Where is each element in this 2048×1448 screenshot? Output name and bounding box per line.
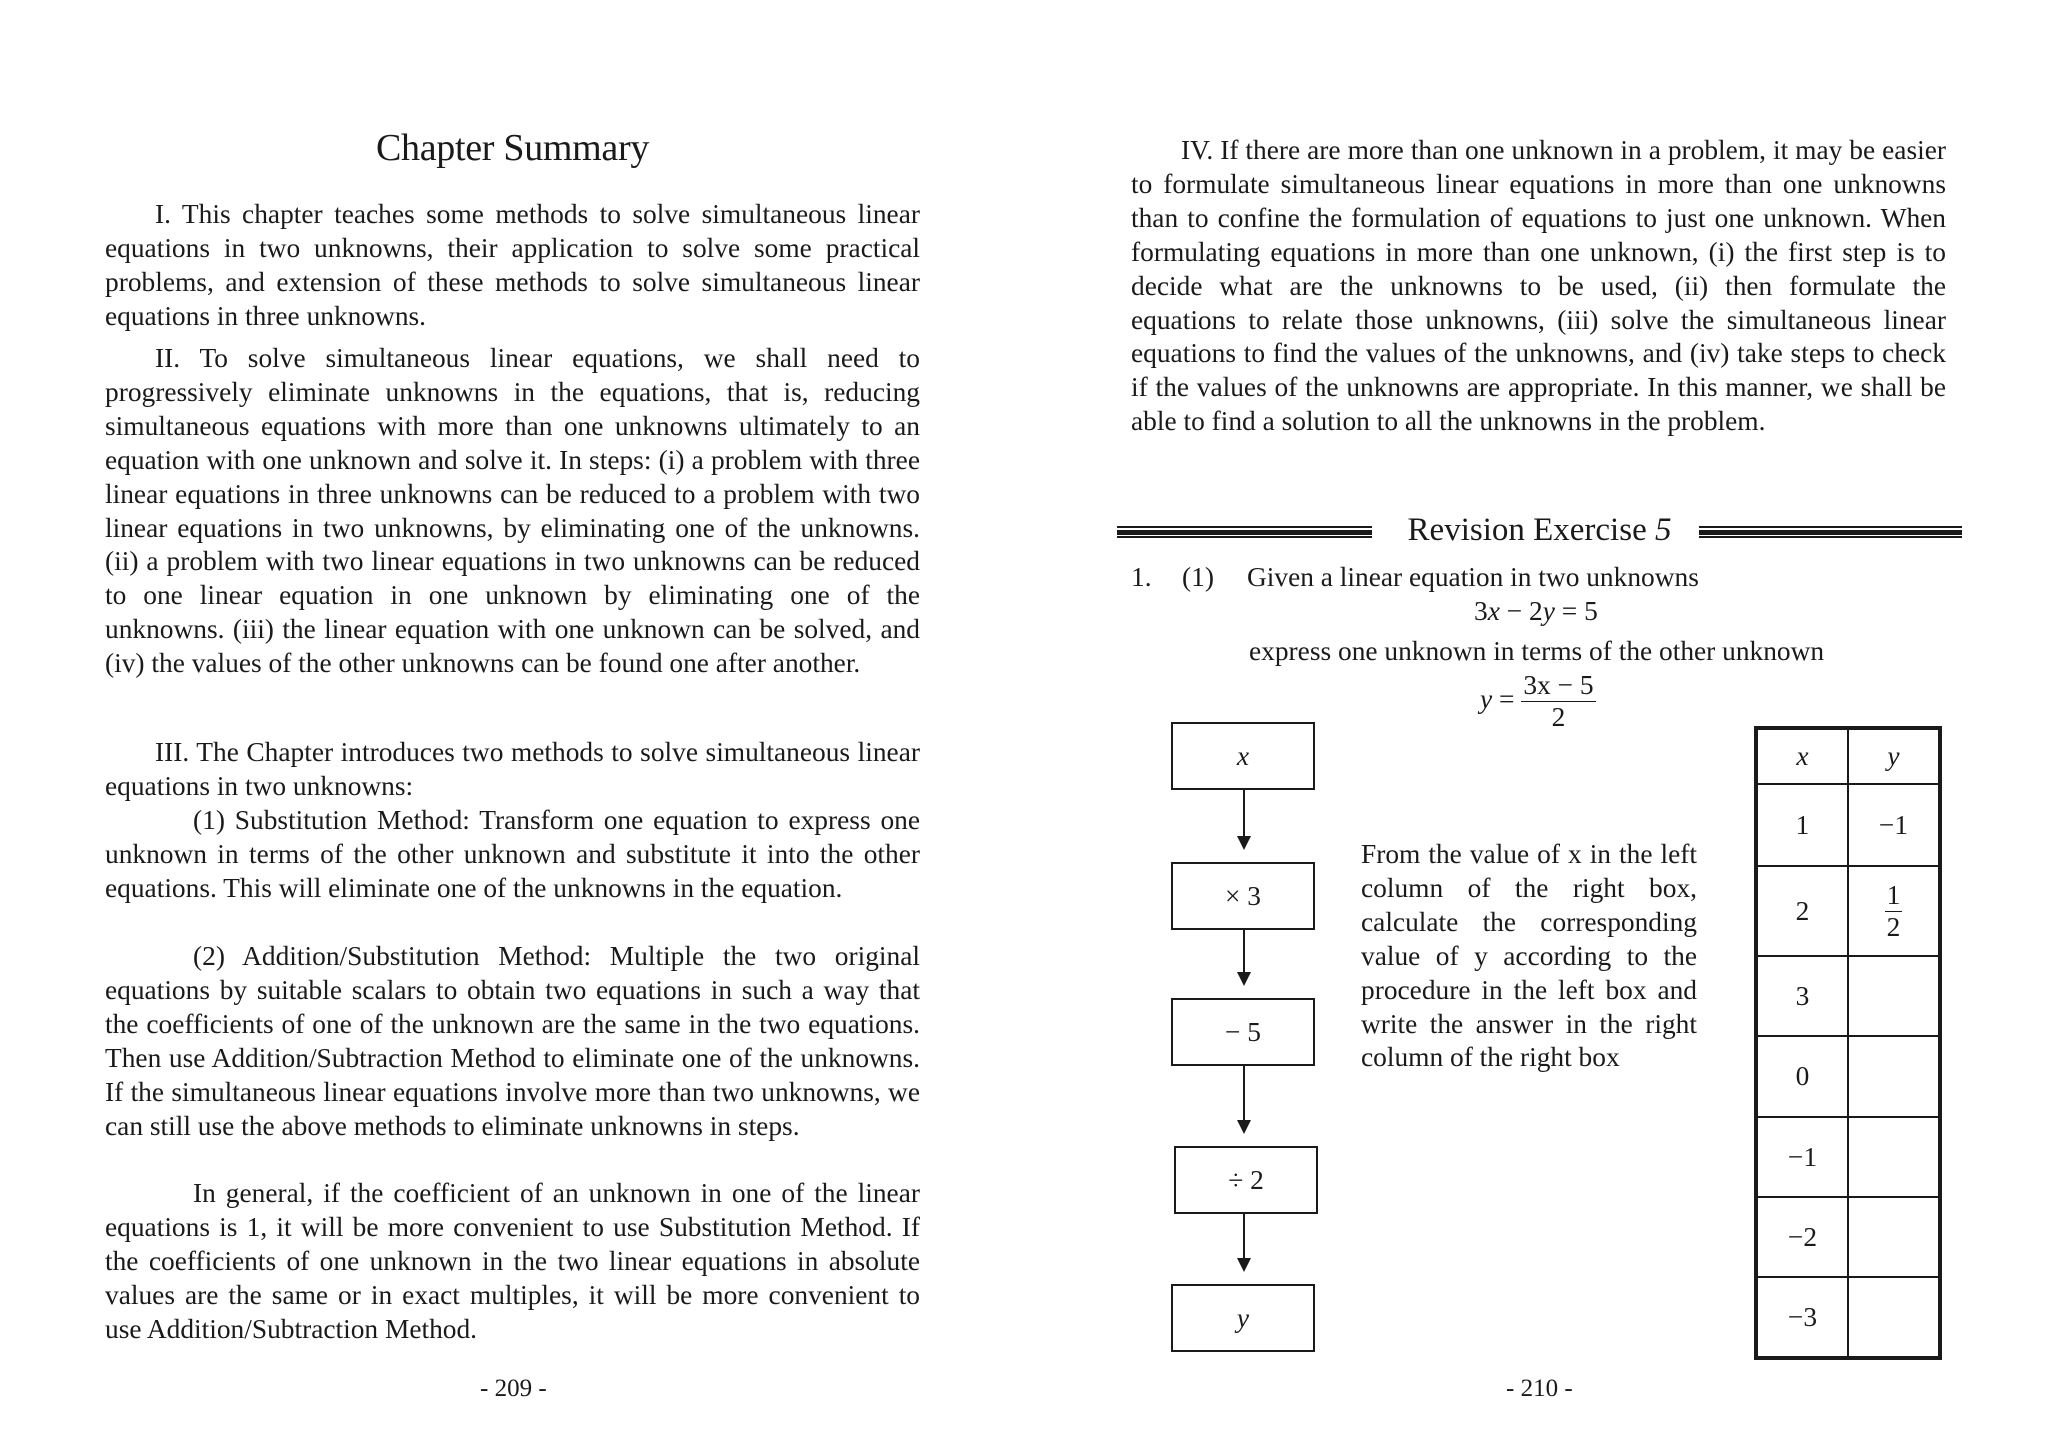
table-cell-y <box>1848 1117 1940 1197</box>
table-cell-x: 1 <box>1756 784 1848 866</box>
flow-box-divide: ÷ 2 <box>1174 1146 1318 1214</box>
revision-exercise-number: 5 <box>1654 512 1672 548</box>
table-cell-x: −1 <box>1756 1117 1848 1197</box>
flow-arrow <box>1243 930 1245 972</box>
table-cell-y: $\frac{1}{2}$ <box>1848 866 1940 956</box>
table-header-row <box>1756 728 1940 784</box>
general-advice-paragraph: In general, if the coefficient of an unknown in one of the linear equations is 1, it will be more convenient to use Substitution Method. If the coefficients of one unknown in the two linear equations in absolute values are the same or in exact multiples, it will be more convenient to use Addition/Subtraction Method. <box>105 1178 920 1344</box>
arrow-down-icon <box>1237 1258 1251 1272</box>
summary-paragraph-1: I. This chapter teaches some methods to solve simultaneous linear equations in two unknowns, their application to solve some practical problems, and extension of these methods to solve simultaneous linear equations in three unknowns. <box>105 199 920 331</box>
table-cell-x: −3 <box>1756 1277 1848 1358</box>
page-number-right: - 210 - <box>1506 1375 1573 1402</box>
summary-paragraph-4: IV. If there are more than one unknown in a problem, it may be easier to formulate simultaneous linear equations in more than one unknowns than to confine the formulation of equations to just one unknown. When formulating equations in more than one unknown, (i) the first step is to decide what are the unknowns to be used, (ii) then formulate the equations to relate those unknowns, (iii) solve the simultaneous linear equations to find the values of the unknowns, and (iv) take steps to check if the values of the unknowns are appropriate. In this manner, we shall be able to find a solution to all the unknowns in the problem. <box>1131 135 1946 437</box>
table-cell-y: −1 <box>1848 784 1940 866</box>
arrow-down-icon <box>1237 972 1251 986</box>
table-cell-x: 2 <box>1756 866 1848 956</box>
xy-table <box>1754 726 1942 1360</box>
table-cell-x: 0 <box>1756 1036 1848 1117</box>
flow-box-subtract: − 5 <box>1171 998 1315 1066</box>
table-row <box>1756 784 1940 866</box>
page-number-left: - 209 - <box>480 1375 547 1402</box>
question-text-2: express one unknown in terms of the other unknown <box>1249 636 1825 666</box>
table-cell-x: 3 <box>1756 956 1848 1036</box>
table-row <box>1756 1277 1940 1358</box>
table-row <box>1756 1117 1940 1197</box>
table-row <box>1756 1197 1940 1277</box>
table-cell-y <box>1848 1036 1940 1117</box>
flow-arrow <box>1243 1066 1245 1120</box>
question-text: Given a linear equation in two unknowns <box>1247 562 1699 592</box>
flow-box-y: y <box>1171 1284 1315 1352</box>
table-cell-y <box>1848 956 1940 1036</box>
flow-arrow <box>1243 790 1245 836</box>
table-row <box>1756 1036 1940 1117</box>
flow-box-x: x <box>1171 722 1315 790</box>
given-equation: 3x − 2y = 5 <box>1474 596 1598 626</box>
question-number: 1. <box>1131 562 1152 592</box>
instructions-text: From the value of x in the left column of the right box, calculate the corresponding value of y according to the procedure in the left box and write the answer in the right column of the right box <box>1361 839 1697 1073</box>
revision-exercise-title: Revision Exercise <box>1407 512 1655 548</box>
substitution-method-paragraph: (1) Substitution Method: Transform one equation to express one unknown in terms of the other unknown and substitute it into the other equations. This will eliminate one of the unknowns in the equation. <box>105 805 920 903</box>
chapter-summary-title: Chapter Summary <box>375 127 650 169</box>
summary-paragraph-2: II. To solve simultaneous linear equations, we shall need to progressively eliminate unknowns in the equations, that is, reducing simultaneous equations with more than one unknowns ultimately to an equation with one unknown and solve it. In steps: (i) a problem with three linear equations in three unknowns can be reduced to a problem with two linear equations in two unknowns, by eliminating one of the unknowns. (ii) a problem with two linear equations in two unknowns can be reduced to one linear equation in one unknown by eliminating one of the unknowns. (iii) the linear equation with one unknown can be solved, and (iv) the values of the other unknowns can be found one after another. <box>105 343 920 679</box>
addition-method-paragraph: (2) Addition/Substitution Method: Multiple the two original equations by suitable scalars to obtain two equations in such a way that the coefficients of one of the unknown are the same in the two equations. Then use Addition/Subtraction Method to eliminate one of the unknowns. If the simultaneous linear equations involve more than two unknowns, we can still use the above methods to eliminate unknowns in steps. <box>105 941 920 1141</box>
summary-paragraph-3: III. The Chapter introduces two methods to solve simultaneous linear equations in two unknowns: <box>105 737 920 801</box>
table-header-x: x <box>1756 728 1848 784</box>
table-cell-y <box>1848 1277 1940 1358</box>
table-row <box>1756 956 1940 1036</box>
table-cell-x: −2 <box>1756 1197 1848 1277</box>
arrow-down-icon <box>1237 836 1251 850</box>
revision-exercise-heading <box>1117 512 1962 554</box>
table-header-y: y <box>1848 728 1940 784</box>
flow-box-multiply: × 3 <box>1171 862 1315 930</box>
table-cell-y <box>1848 1197 1940 1277</box>
solved-equation: y = $\frac{3x - 5}{2}$ <box>1480 670 1594 732</box>
flow-arrow <box>1243 1214 1245 1258</box>
arrow-down-icon <box>1237 1120 1251 1134</box>
question-part: (1) <box>1182 562 1214 592</box>
table-row <box>1756 866 1940 956</box>
